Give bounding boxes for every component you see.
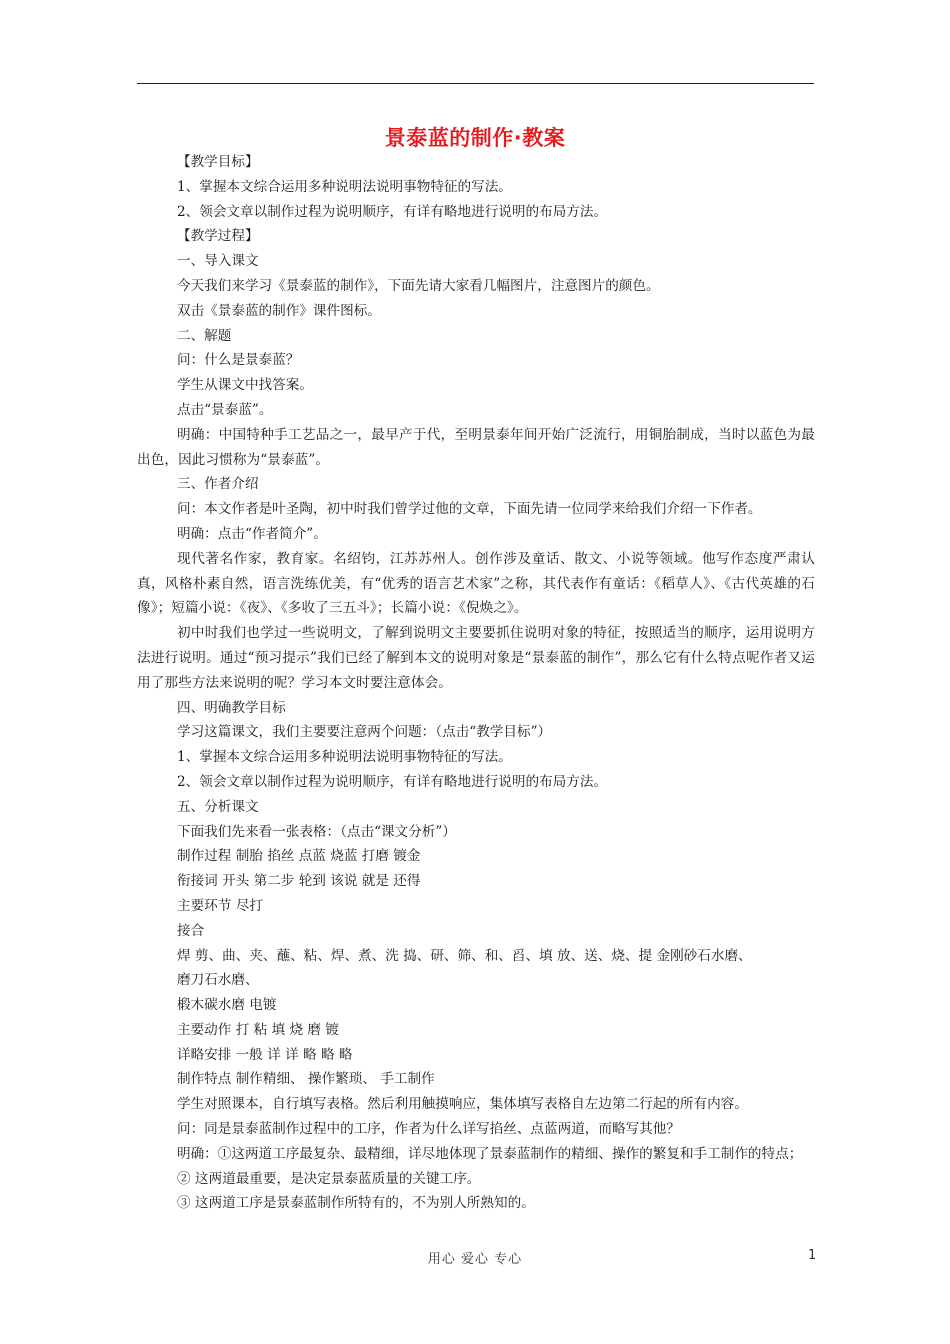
- paragraph-line: 1、掌握本文综合运用多种说明法说明事物特征的写法。: [177, 749, 512, 766]
- paragraph-line: 制作特点 制作精细、 操作繁琐、 手工制作: [177, 1071, 435, 1088]
- paragraph-line: 2、领会文章以制作过程为说明顺序，有详有略地进行说明的布局方法。: [177, 203, 608, 220]
- paragraph-line: 现代著名作家，教育家。名绍钧，江苏苏州人。创作涉及童话、散文、小说等领域。他写作态度严肃认真，风格朴素自然，语言洗练优美，有“优秀的语言艺术家”之称，其代表作有童话：《稻草人》、《古代英雄的石像》；短篇小说：《夜》、《多收了三五斗》；长篇小说：《倪焕之》。: [137, 550, 815, 617]
- paragraph-line: 二、解题: [177, 327, 232, 344]
- paragraph-line: 详略安排 一般 详 详 略 略 略: [177, 1046, 353, 1063]
- paragraph-line: 学生对照课本，自行填写表格。然后利用触摸响应，集体填写表格自左边第二行起的所有内容。: [177, 1096, 748, 1113]
- paragraph-line: 问：本文作者是叶圣陶，初中时我们曾学过他的文章，下面先请一位同学来给我们介绍一下作者。: [177, 501, 762, 518]
- document-title: 景泰蓝的制作·教案: [384, 126, 566, 150]
- paragraph-line: 下面我们先来看一张表格：（点击“课文分析”）: [177, 823, 456, 840]
- paragraph-line: 明确：点击“作者简介”。: [177, 525, 327, 542]
- page-number: 1: [808, 1248, 817, 1263]
- paragraph-line: 主要动作 打 粘 填 烧 磨 镀: [177, 1021, 339, 1038]
- paragraph-line: 双击《景泰蓝的制作》课件图标。: [177, 302, 381, 319]
- paragraph-line: 三、作者介绍: [177, 476, 259, 493]
- paragraph-line: 问：同是景泰蓝制作过程中的工序，作者为什么详写掐丝、点蓝两道，而略写其他？: [177, 1121, 680, 1138]
- paragraph-line: 1、掌握本文综合运用多种说明法说明事物特征的写法。: [177, 178, 512, 195]
- paragraph-line: 制作过程 制胎 掐丝 点蓝 烧蓝 打磨 镀金: [177, 848, 421, 865]
- paragraph-line: 主要环节 尽打: [177, 897, 263, 914]
- paragraph-line: 明确：中国特种手工艺品之一，最早产于代，至明景泰年间开始广泛流行，用铜胎制成，当时以蓝色为最出色，因此习惯称为“景泰蓝”。: [137, 426, 815, 468]
- paragraph-line: 四、明确教学目标: [177, 699, 286, 716]
- paragraph-line: 今天我们来学习《景泰蓝的制作》，下面先请大家看几幅图片，注意图片的颜色。: [177, 277, 660, 294]
- paragraph-line: 初中时我们也学过一些说明文，了解到说明文主要要抓住说明对象的特征，按照适当的顺序，运用说明方法进行说明。通过“预习提示”我们已经了解到本文的说明对象是“景泰蓝的制作”，那么它有什么特点呢作者又运用了那些方法来说明的呢？学习本文时要注意体会。: [137, 625, 815, 691]
- page-footer: 用心 爱心 专心: [427, 1252, 523, 1267]
- paragraph-line: 问：什么是景泰蓝？: [177, 352, 300, 369]
- paragraph-line: 五、分析课文: [177, 798, 259, 815]
- header-rule: [137, 83, 814, 84]
- paragraph-line: ② 这两道最重要，是决定景泰蓝质量的关键工序。: [177, 1170, 481, 1187]
- paragraph-line: 点击“景泰蓝”。: [177, 401, 273, 418]
- paragraph-line: 衔接词 开头 第二步 轮到 该说 就是 还得: [177, 873, 421, 890]
- paragraph-line: 2、领会文章以制作过程为说明顺序，有详有略地进行说明的布局方法。: [177, 773, 608, 790]
- paragraph-line: 磨刀石水磨、: [177, 972, 259, 989]
- paragraph-line: 接合: [177, 922, 205, 939]
- paragraph-line: 椴木碳水磨 电镀: [177, 997, 277, 1014]
- paragraph-line: 【教学过程】: [177, 228, 259, 245]
- paragraph-line: 明确：①这两道工序最复杂、最精细，详尽地体现了景泰蓝制作的精细、操作的繁复和手工制作的特点；: [177, 1145, 803, 1162]
- paragraph-line: 焊 剪、曲、夹、蘸、粘、焊、煮、洗 捣、研、筛、和、舀、填 放、送、烧、提 金刚砂石水磨、: [177, 947, 752, 964]
- paragraph-line: 【教学目标】: [177, 154, 259, 170]
- document-body: [137, 150, 815, 1216]
- paragraph-line: ③ 这两道工序是景泰蓝制作所特有的，不为别人所熟知的。: [177, 1195, 535, 1212]
- paragraph-line: 学生从课文中找答案。: [177, 377, 313, 394]
- paragraph-line: 学习这篇课文，我们主要要注意两个问题：（点击“教学目标”）: [177, 724, 552, 741]
- paragraph-line: 一、导入课文: [177, 253, 259, 270]
